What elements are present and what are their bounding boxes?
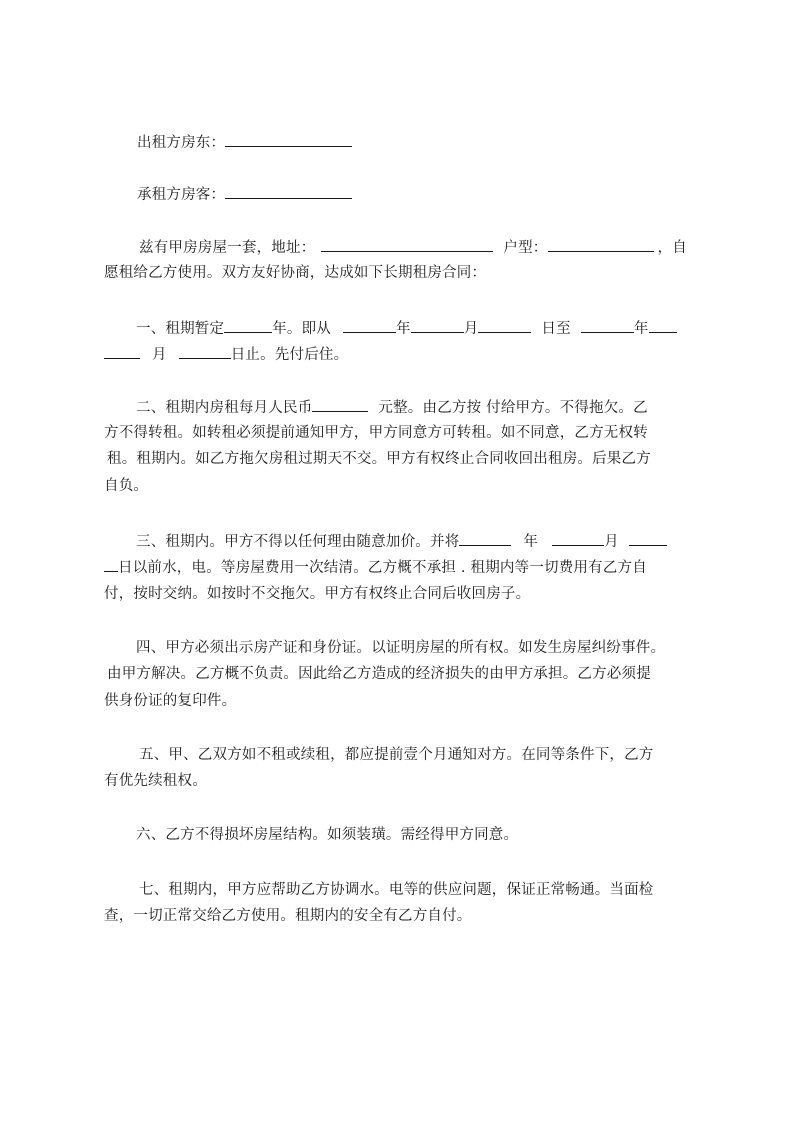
clause1-years-blank (224, 318, 272, 333)
clause2-line-1 (136, 397, 648, 418)
clause2-rent-blank (312, 397, 368, 412)
clause1-line-1 (136, 318, 677, 339)
clause1-month-label: 月 (463, 321, 479, 337)
clause3-line2-text: 日以前水，电。等房屋费用一次结清。乙方概不承担 . 租期内等一切费用有乙方自 (118, 560, 647, 576)
clause1-line-2 (104, 344, 348, 365)
clause1-end-day-blank (179, 344, 231, 359)
clause4-line-3: 供身份证的复印件。 (104, 693, 237, 709)
clause1-year-label: 年 (396, 321, 411, 337)
clause1-end-month-blank-b (104, 344, 140, 359)
clause1-start-year-blank (343, 318, 396, 333)
clause2-line-3: 租。租期内。如乙方拖欠房租过期天不交。甲方有权终止合同收回出租房。后果乙方 (107, 451, 651, 467)
clause3-line-1 (136, 531, 667, 552)
clause1-to-label: 日至 (541, 321, 571, 337)
clause5-line-2: 有优先续租权。 (104, 773, 207, 789)
clause2-line1-text: 元整。由乙方按 付给甲方。不得拖欠。乙 (378, 400, 648, 416)
clause3-line-2 (104, 557, 647, 578)
clause1-end-year-label: 年 (633, 321, 649, 337)
intro-line-1 (139, 237, 687, 258)
clause2-line-4: 自负。 (104, 478, 149, 494)
clause1-from-label: 年。即从 (272, 321, 332, 337)
intro-address-label: 兹有甲房房屋一套，地址： (139, 240, 316, 256)
clause7-line-1: 七、租期内，甲方应帮助乙方协调水。电等的供应问题，保证正常畅通。当面检 (139, 882, 654, 898)
clause3-text: 三、租期内。甲方不得以任何理由随意加价。并将 (136, 534, 460, 550)
intro-unit-type-label: 户型： (503, 240, 548, 256)
intro-line-2: 愿租给乙方使用。双方友好协商，达成如下长期租房合同： (104, 265, 487, 281)
clause6-line-1: 六、乙方不得损坏房屋结构。如须装璜。需经得甲方同意。 (136, 827, 519, 843)
clause3-day-blank-b (104, 557, 118, 572)
intro-line1-end: ，自 (657, 240, 687, 256)
clause3-year-blank (459, 531, 511, 546)
clause1-start-month-blank (411, 318, 464, 333)
address-blank (321, 237, 493, 252)
tenant-line (137, 184, 352, 205)
clause5-line-1: 五、甲、乙双方如不租或续租，都应提前壹个月通知对方。在同等条件下，乙方 (139, 747, 654, 763)
unit-type-blank (548, 237, 654, 252)
landlord-label: 出租方房东： (137, 135, 226, 151)
clause4-line-2: 由甲方解决。乙方概不负责。因此给乙方造成的经济损失的由甲方承担。乙方必须提 (107, 666, 651, 682)
tenant-label: 承租方房客： (137, 187, 226, 203)
tenant-blank (225, 184, 352, 199)
clause3-year-label: 年 (523, 534, 539, 550)
clause3-line-3: 付，按时交纳。如按时不交拖欠。甲方有权终止合同后收回房子。 (104, 586, 531, 602)
clause4-line-1: 四、甲方必须出示房产证和身份证。以证明房屋的所有权。如发生房屋纠纷事件。 (136, 640, 666, 656)
landlord-blank (225, 132, 352, 147)
clause2-rent-label: 二、租期内房租每月人民币 (136, 400, 313, 416)
clause1-term-label: 一、租期暂定 (136, 321, 225, 337)
clause1-start-day-blank (478, 318, 531, 333)
clause1-end-year-blank (581, 318, 634, 333)
clause3-month-label: 月 (604, 534, 619, 550)
clause2-line-2: 方不得转租。如转租必须提前通知甲方，甲方同意方可转租。如不同意，乙方无权转 (104, 425, 648, 441)
clause1-end-month-label: 月 (152, 347, 167, 363)
clause1-end-month-blank-a (649, 318, 677, 333)
clause3-day-blank-a (629, 531, 667, 546)
landlord-line (137, 132, 352, 153)
clause3-month-blank (552, 531, 604, 546)
clause7-line-2: 查，一切正常交给乙方使用。租期内的安全有乙方自付。 (104, 908, 472, 924)
clause1-end-text: 日止。先付后住。 (230, 347, 349, 363)
